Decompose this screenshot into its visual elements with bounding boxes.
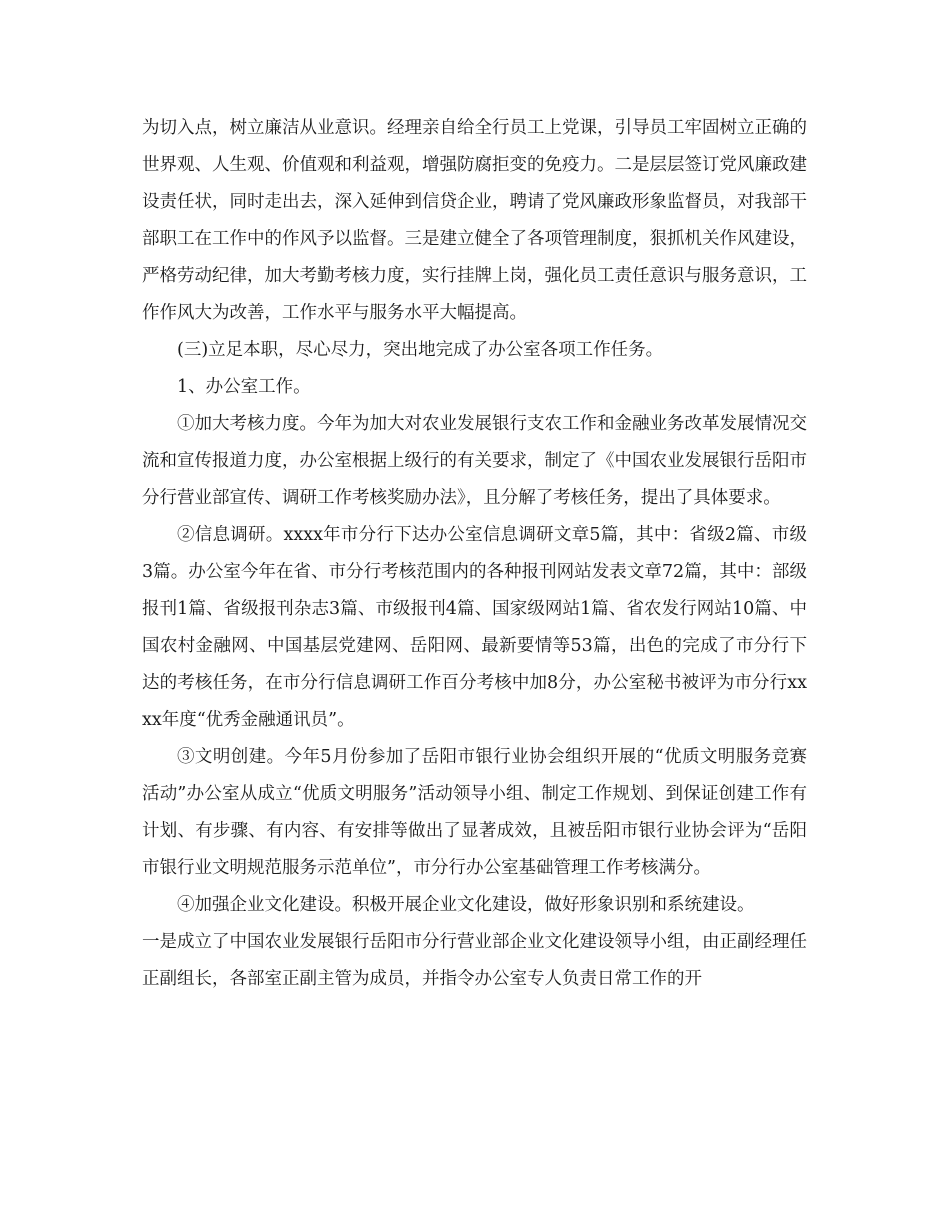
paragraph-item-1: ①加大考核力度。今年为加大对农业发展银行支农工作和金融业务改革发展情况交流和宣传报道力度，办公室根据上级行的有关要求，制定了《中国农业发展银行岳阳市分行营业部宣传、调研工作考核奖励办法》，且分解了考核任务，提出了具体要求。 xyxy=(142,414,807,508)
paragraph-continuation: 为切入点，树立廉洁从业意识。经理亲自给全行员工上党课，引导员工牢固树立正确的世界观、人生观、价值观和利益观，增强防腐拒变的免疫力。二是层层签订党风廉政建设责任状，同时走出去，深入延伸到信贷企业，聘请了党风廉政形象监督员，对我部干部职工在工作中的作风予以监督。三是建立健全了各项管理制度，狠抓机关作风建设，严格劳动纪律，加大考勤考核力度，实行挂牌上岗，强化员工责任意识与服务意识，工作作风大为改善，工作水平与服务水平大幅提高。 xyxy=(142,118,807,323)
subsection-heading-office-work: 1、办公室工作。 xyxy=(177,377,311,397)
paragraph-item-4: ④加强企业文化建设。积极开展企业文化建设，做好形象识别和系统建设。 xyxy=(177,895,755,915)
paragraph-item-4-continuation: 一是成立了中国农业发展银行岳阳市分行营业部企业文化建设领导小组，由正副经理任正副组长，各部室正副主管为成员，并指令办公室专人负责日常工作的开 xyxy=(142,932,807,989)
paragraph-item-3: ③文明创建。今年5月份参加了岳阳市银行业协会组织开展的“优质文明服务竞赛活动”办公室从成立“优质文明服务”活动领导小组、制定工作规划、到保证创建工作有计划、有步骤、有内容、有安排等做出了显著成效，且被岳阳市银行业协会评为“岳阳市银行业文明规范服务示范单位”，市分行办公室基础管理工作考核满分。 xyxy=(142,747,807,878)
section-heading-3: (三)立足本职，尽心尽力，突出地完成了办公室各项工作任务。 xyxy=(177,340,664,360)
document-page xyxy=(142,110,807,998)
paragraph-item-2: ②信息调研。xxxx年市分行下达办公室信息调研文章5篇，其中：省级2篇、市级3篇。办公室今年在省、市分行考核范围内的各种报刊网站发表文章72篇，其中：部级报刊1篇、省级报刊杂志3篇、市级报刊4篇、国家级网站1篇、省农发行网站10篇、中国农村金融网、中国基层党建网、岳阳网、最新要情等53篇，出色的完成了市分行下达的考核任务，在市分行信息调研工作百分考核中加8分，办公室秘书被评为市分行xxxx年度“优秀金融通讯员”。 xyxy=(142,525,807,730)
